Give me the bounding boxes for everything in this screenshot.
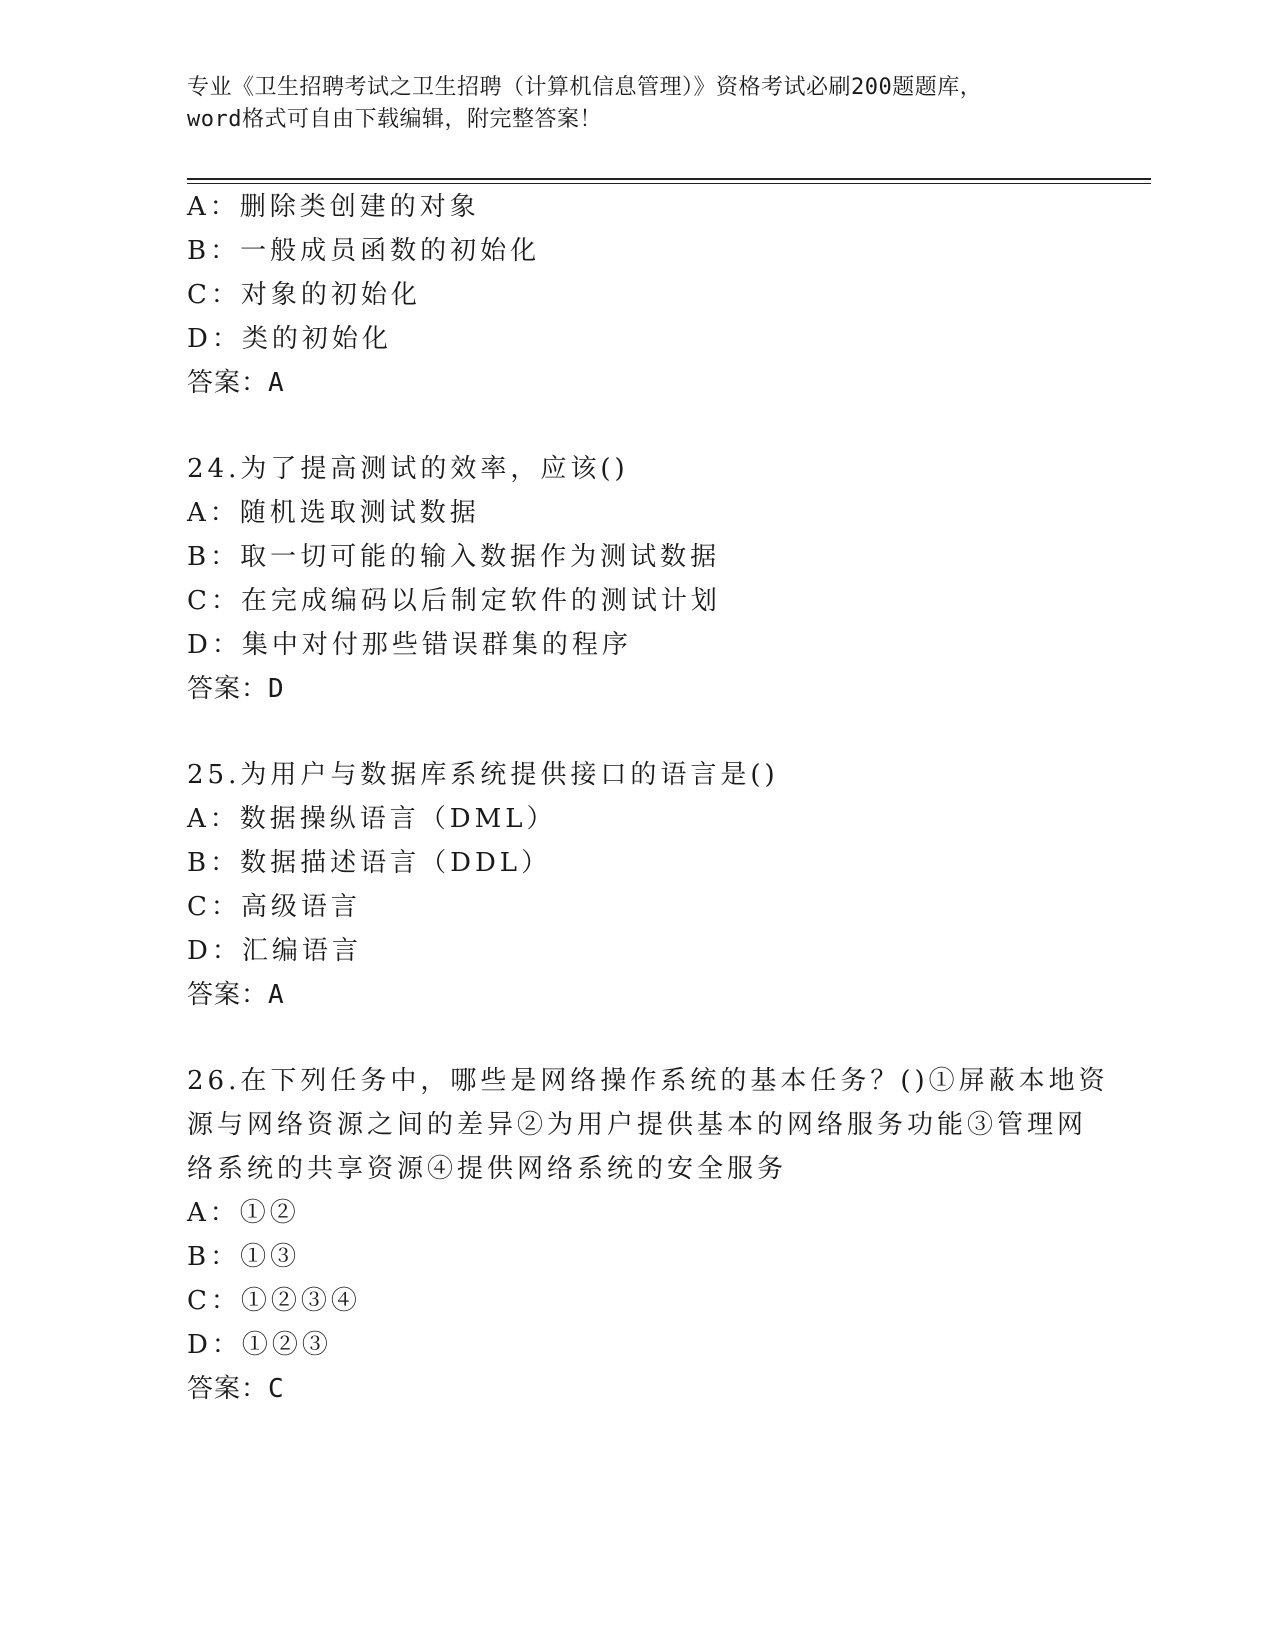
header-line-1: 专业《卫生招聘考试之卫生招聘（计算机信息管理）》资格考试必刷200题题库， [187,75,983,100]
q26-question-line-2: 源与网络资源之间的差异②为用户提供基本的网络服务功能③管理网 [187,1110,1088,1140]
q26-answer-value: C [268,1374,285,1404]
header-line-2: word格式可自由下载编辑，附完整答案！ [187,107,602,132]
q24-question: 24.为了提高测试的效率，应该() [187,454,629,484]
q26-question-line-1: 26.在下列任务中，哪些是网络操作系统的基本任务？()①屏蔽本地资 [187,1066,1109,1096]
q24-answer-value: D [268,674,285,704]
q24-answer [187,672,285,706]
q25-option-b: B：数据描述语言（DDL） [187,848,552,878]
header-divider-thin [187,183,1151,184]
q26-option-b: B：①③ [187,1242,301,1272]
q25-answer-value: A [268,980,285,1010]
q26-option-d: D：①②③ [187,1330,332,1360]
q25-option-a: A：数据操纵语言（DML） [187,804,557,834]
q25-answer-label: 答案： [187,980,269,1010]
q24-option-a: A：随机选取测试数据 [187,498,480,528]
q24-option-c: C：在完成编码以后制定软件的测试计划 [187,586,721,616]
q23-option-c: C：对象的初始化 [187,280,421,310]
q25-answer [187,978,285,1012]
q26-question-line-3: 络系统的共享资源④提供网络系统的安全服务 [187,1154,788,1184]
q24-answer-label: 答案： [187,674,269,704]
document-header [187,72,1087,136]
q23-answer-label: 答案： [187,368,269,398]
q26-option-c: C：①②③④ [187,1286,361,1316]
q24-option-d: D：集中对付那些错误群集的程序 [187,630,632,660]
q26-answer [187,1372,285,1406]
q25-option-c: C：高级语言 [187,892,361,922]
q23-option-b: B：一般成员函数的初始化 [187,236,541,266]
q23-option-a: A：删除类创建的对象 [187,192,480,222]
q25-option-d: D：汇编语言 [187,936,362,966]
q23-answer [187,366,285,400]
q24-option-b: B：取一切可能的输入数据作为测试数据 [187,542,721,572]
q26-option-a: A：①② [187,1198,300,1228]
q23-option-d: D：类的初始化 [187,324,392,354]
header-divider-thick [187,178,1151,180]
q25-question: 25.为用户与数据库系统提供接口的语言是() [187,760,779,790]
q23-answer-value: A [268,368,285,398]
q26-answer-label: 答案： [187,1374,269,1404]
